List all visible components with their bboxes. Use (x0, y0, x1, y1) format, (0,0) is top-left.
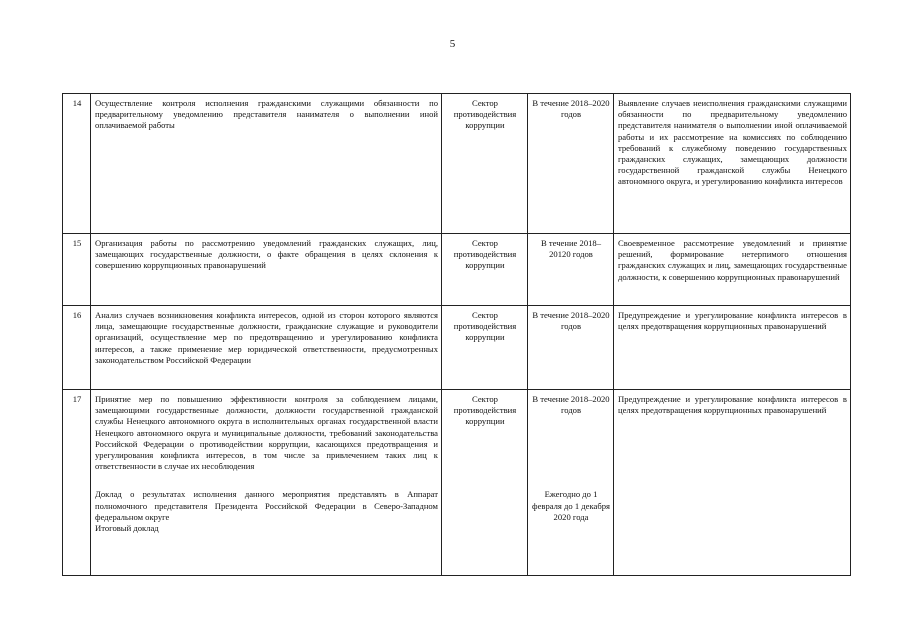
measure-text: Анализ случаев возникновения конфликта интересов, одной из сторон которого являются лица, замещающие государственные должности, гражданские служащие и руководители организаций, осуществление мер по предотвращению и урегулированию конфликта интересов, а также применение мер юридической ответственности, предусмотренных законодательством Российской Федерации (91, 306, 442, 390)
spacer (532, 416, 610, 489)
table-row (63, 306, 851, 390)
table-row (63, 234, 851, 306)
term: В течение 2018–2020 годов (532, 394, 610, 416)
row-number: 15 (63, 234, 91, 306)
expected-result: Предупреждение и урегулирование конфликта интересов в целях предотвращения коррупционных правонарушений (614, 306, 851, 390)
spacer (95, 472, 438, 489)
row-number: 14 (63, 94, 91, 234)
expected-result: Выявление случаев неисполнения гражданскими служащими обязанности по предварительному уведомлению представителя нанимателя о выполнении иной оплачиваемой работы и их рассмотрение на комиссиях по соблюдению требований к служебному поведению государственных гражданских служащих, замещающих должности государственной гражданской службы Ненецкого автономного округа, и урегулированию конфликта интересов (614, 94, 851, 234)
measures-table (62, 93, 851, 576)
term: В течение 2018–2020 годов (528, 94, 614, 234)
expected-result: Предупреждение и урегулирование конфликта интересов в целях предотвращения коррупционных правонарушений (614, 390, 851, 576)
report-term: Ежегодно до 1 февраля до 1 декабря 2020 года (532, 489, 610, 522)
term: В течение 2018–20120 годов (528, 234, 614, 306)
table-row (63, 390, 851, 576)
executor: Сектор противодействия коррупции (442, 390, 528, 576)
measure-text: Осуществление контроля исполнения гражданскими служащими обязанности по предварительному уведомлению представителя нанимателя о выполнении иной оплачиваемой работы (91, 94, 442, 234)
measure-cell (91, 390, 442, 576)
page-number: 5 (449, 38, 456, 50)
row-number: 17 (63, 390, 91, 576)
final-report-text: Итоговый доклад (95, 523, 159, 534)
table-row (63, 94, 851, 234)
executor: Сектор противодействия коррупции (442, 234, 528, 306)
executor: Сектор противодействия коррупции (442, 94, 528, 234)
term: В течение 2018–2020 годов (528, 306, 614, 390)
executor: Сектор противодействия коррупции (442, 306, 528, 390)
report-text: Доклад о результатах исполнения данного мероприятия представлять в Аппарат полномочного представителя Президента Российской Федерации в Северо-Западном федеральном округе (95, 489, 438, 522)
row-number: 16 (63, 306, 91, 390)
measure-text: Принятие мер по повышению эффективности контроля за соблюдением лицами, замещающими государственные должности, должности государственной гражданской службы Ненецкого автономного округа в исполнительных органах государственной власти Ненецкого автономного округа и муниципальные должности, требований законодательства Российской Федерации о противодействии коррупции, касающихся предотвращения и урегулирования конфликта интересов, в том числе за привлечением таких лиц к ответственности в случае их несоблюдения (95, 394, 438, 472)
expected-result: Своевременное рассмотрение уведомлений и принятие решений, формирование нетерпимого отношения гражданских служащих и лиц, замещающих государственные должности, к совершению коррупционных правонарушений (614, 234, 851, 306)
term-cell (528, 390, 614, 576)
measure-text: Организация работы по рассмотрению уведомлений гражданских служащих, лиц, замещающих государственные должности, о факте обращения в целях склонения к совершению коррупционных правонарушений (91, 234, 442, 306)
